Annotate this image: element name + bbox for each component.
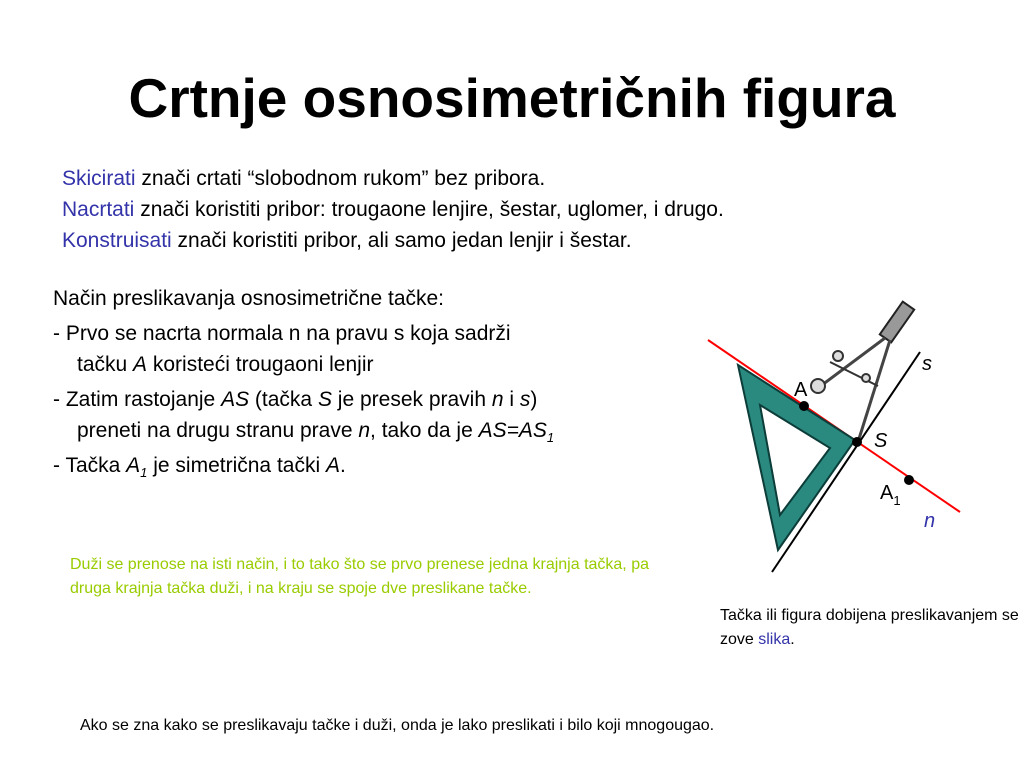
point-s: S: [317, 388, 332, 411]
step-3: [53, 450, 693, 481]
text: je simetrična tački: [147, 454, 326, 477]
definition-term: Konstruisati: [62, 229, 172, 252]
definition-text: znači koristiti pribor: trougaone lenjire, šestar, uglomer, i drugo.: [134, 198, 724, 221]
subscript: 1: [546, 430, 555, 446]
method-steps: [53, 283, 693, 481]
text: je presek pravih: [331, 388, 492, 411]
segments-note: Duži se prenose na isti način, i to tako što se prvo prenese jedna krajnja tačka, pa druga krajnja tačka duži, i na kraju se spoje dve preslikane tačke.: [70, 556, 649, 597]
point-s-dot: [852, 437, 862, 447]
label-a1: [880, 482, 901, 508]
text: preneti na drugu stranu prave: [77, 419, 359, 442]
definition-text: znači koristiti pribor, ali samo jedan lenjir i šestar.: [171, 229, 632, 252]
method-heading: Način preslikavanja osnosimetrične tačke:: [53, 287, 445, 310]
text: .: [339, 454, 346, 477]
text: tačku: [77, 353, 134, 376]
text: i: [503, 388, 520, 411]
label-a1-sub: 1: [893, 493, 901, 508]
step-2-line-2: [53, 415, 693, 446]
equation: AS=AS: [478, 419, 547, 442]
step-2-line-1: [53, 384, 693, 415]
text: koristeći trougaoni lenjir: [147, 353, 374, 376]
polygon-note: Ako se zna kako se preslikavaju tačke i duži, onda je lako preslikati i bilo koji mnogougao.: [80, 717, 715, 734]
text: , tako da je: [370, 419, 479, 442]
caption-term: slika: [758, 631, 791, 648]
line-n: n: [358, 419, 371, 442]
definition-skicirati: [62, 163, 724, 194]
text: - Tačka: [53, 454, 127, 477]
definitions: [62, 163, 724, 256]
definition-term: Skicirati: [62, 167, 136, 190]
page-title: Crtnje osnosimetričnih figura: [128, 67, 896, 129]
caption-end: .: [790, 631, 795, 648]
step-1-line-2: [53, 349, 693, 380]
point-a1: A: [126, 454, 141, 477]
text: (tačka: [249, 388, 318, 411]
text: ): [530, 388, 538, 411]
definition-konstruisati: [62, 225, 724, 256]
image-caption: [720, 604, 1024, 652]
caption-text: Tačka ili figura dobijena preslikavanjem se zove: [720, 607, 1019, 648]
step-1-line-1: - Prvo se nacrta normala n na pravu s koja sadrži: [53, 322, 511, 345]
line-s: s: [519, 388, 531, 411]
segment-as: AS: [221, 388, 250, 411]
point-a1-dot: [904, 475, 914, 485]
definition-nacrtati: [62, 194, 724, 225]
point-a-dot: [799, 401, 809, 411]
point-a: A: [133, 353, 148, 376]
symmetry-diagram: [690, 290, 990, 580]
label-n: n: [924, 510, 936, 532]
definition-text: znači crtati “slobodnom rukom” bez pribora.: [135, 167, 546, 190]
label-a: A: [794, 379, 808, 401]
text: - Zatim rastojanje: [53, 388, 222, 411]
point-a: A: [325, 454, 340, 477]
label-s-point: S: [874, 430, 888, 452]
subscript: 1: [140, 465, 148, 481]
label-a1-letter: A: [880, 482, 894, 504]
definition-term: Nacrtati: [62, 198, 135, 221]
line-n: n: [491, 388, 504, 411]
label-s: s: [922, 353, 932, 375]
